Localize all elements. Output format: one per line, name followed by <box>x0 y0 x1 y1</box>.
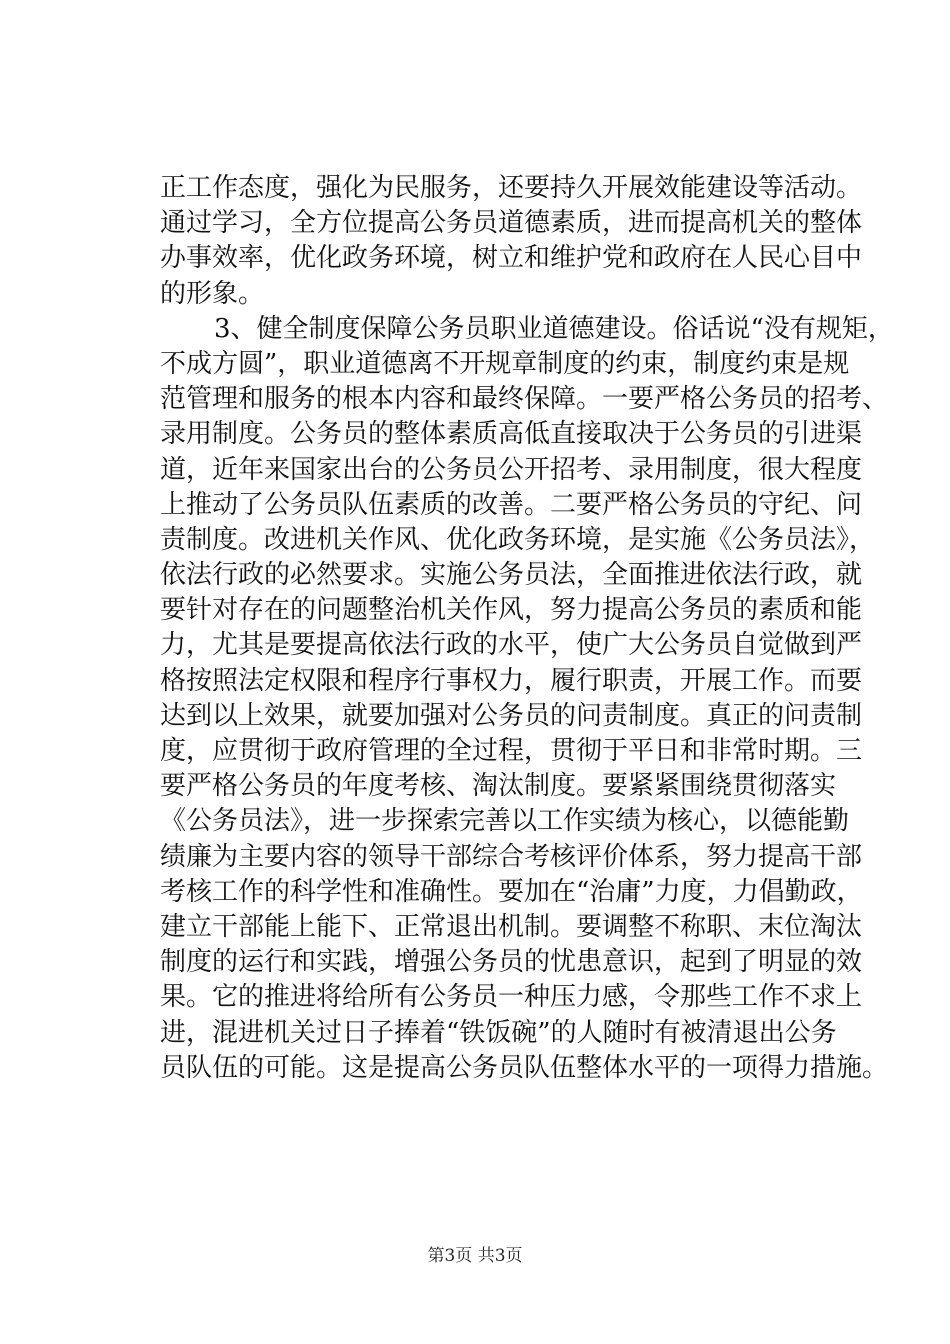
text-line: 度，应贯彻于政府管理的全过程，贯彻于平日和非常时期。三 <box>160 736 863 766</box>
text-line: 考核工作的科学性和准确性。要加在“治庸”力度，力倡勤政， <box>160 876 863 907</box>
text-line: 办事效率，优化政务环境，树立和维护党和政府在人民心目中 <box>160 243 863 274</box>
paragraph-1 <box>160 171 863 312</box>
text-line: 道，近年来国家出台的公务员公开招考、录用制度，很大程度 <box>160 454 863 485</box>
text-line: 格按照法定权限和程序行事权力，履行职责，开展工作。而要 <box>160 665 863 696</box>
text-line: 制度的运行和实践，增强公务员的忧患意识，起到了明显的效 <box>160 947 863 978</box>
text-line: 果。它的推进将给所有公务员一种压力感，令那些工作不求上 <box>160 982 863 1013</box>
text-line: 要严格公务员的年度考核、淘汰制度。要紧紧围绕贯彻落实 <box>160 771 837 802</box>
text-line: 录用制度。公务员的整体素质高低直接取决于公务员的引进渠 <box>160 419 863 450</box>
text-line: 正工作态度，强化为民服务，还要持久开展效能建设等活动。 <box>160 173 863 203</box>
text-line: 绩廉为主要内容的领导干部综合考核评价体系，努力提高干部 <box>160 841 863 872</box>
body-text <box>160 171 894 1086</box>
text-line: 《公务员法》，进一步探索完善以工作实绩为核心，以德能勤 <box>160 806 850 837</box>
text-line: 通过学习，全方位提高公务员道德素质，进而提高机关的整体 <box>160 208 863 239</box>
text-line: 的形象。 <box>160 278 265 309</box>
text-line: 进，混进机关过日子捧着“铁饭碗”的人随时有被清退出公务 <box>160 1017 837 1048</box>
text-line: 3、健全制度保障公务员职业道德建设。俗话说“没有规矩， <box>214 313 894 344</box>
text-line: 要针对存在的问题整治机关作风，努力提高公务员的素质和能 <box>160 595 863 626</box>
page-number: 第3页 共3页 <box>427 1246 523 1266</box>
text-line: 上推动了公务员队伍素质的改善。二要严格公务员的守纪、问 <box>160 489 863 520</box>
text-line: 范管理和服务的根本内容和最终保障。一要严格公务员的招考、 <box>160 384 889 415</box>
paragraph-2 <box>160 312 894 1086</box>
text-line: 不成方圆”，职业道德离不开规章制度的约束，制度约束是规 <box>160 348 850 379</box>
text-line: 建立干部能上能下、正常退出机制。要调整不称职、末位淘汰 <box>160 911 863 942</box>
text-line: 员队伍的可能。这是提高公务员队伍整体水平的一项得力措施。 <box>160 1052 889 1083</box>
page-footer <box>0 1245 950 1267</box>
text-line: 达到以上效果，就要加强对公务员的问责制度。真正的问责制 <box>160 700 863 731</box>
text-line: 力，尤其是要提高依法行政的水平，使广大公务员自觉做到严 <box>160 630 863 661</box>
text-line: 责制度。改进机关作风、优化政务环境，是实施《公务员法》， <box>160 524 876 555</box>
text-line: 依法行政的必然要求。实施公务员法，全面推进依法行政，就 <box>160 560 863 591</box>
